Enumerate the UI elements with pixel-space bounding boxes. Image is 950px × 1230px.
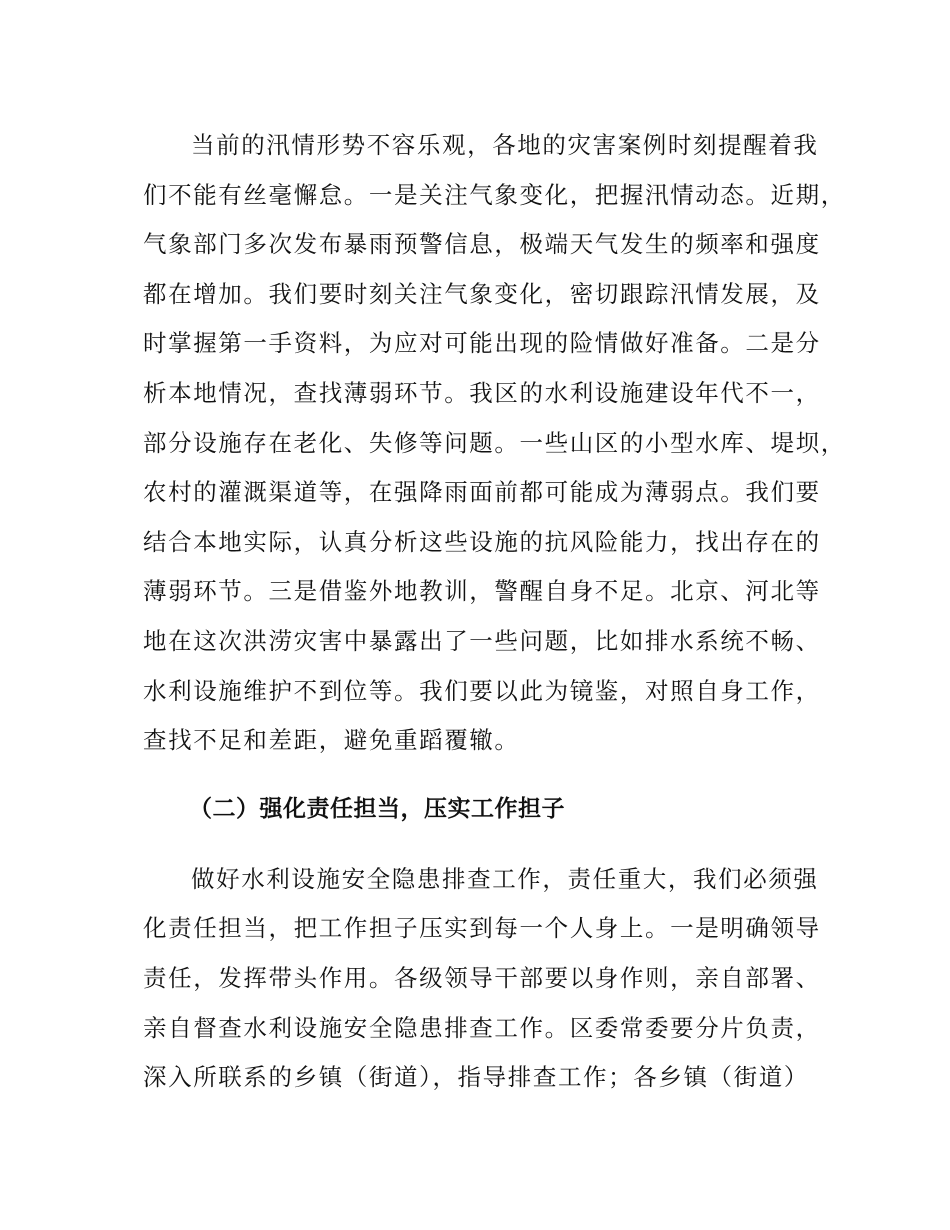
paragraph-line: 做好水利设施安全隐患排查工作，责任重大，我们必须强 <box>191 864 819 893</box>
paragraph-line: 水利设施维护不到位等。我们要以此为镜鉴，对照自身工作， <box>143 676 821 705</box>
paragraph-line: 责任，发挥带头作用。各级领导干部要以身作则，亲自部署、 <box>143 963 821 992</box>
document-body <box>143 121 846 1103</box>
paragraph-line: 部分设施存在老化、失修等问题。一些山区的小型水库、堤坝， <box>143 428 846 457</box>
paragraph-line: 查找不足和差距，避免重蹈覆辙。 <box>143 726 520 755</box>
paragraph-line: 都在增加。我们要时刻关注气象变化，密切跟踪汛情发展，及 <box>143 279 821 308</box>
paragraph-line: 气象部门多次发布暴雨预警信息，极端天气发生的频率和强度 <box>143 230 821 259</box>
paragraph-line: 析本地情况，查找薄弱环节。我区的水利设施建设年代不一， <box>143 378 821 407</box>
paragraph-line: 薄弱环节。三是借鉴外地教训，警醒自身不足。北京、河北等 <box>143 577 821 606</box>
paragraph-responsibility <box>143 855 823 1103</box>
paragraph-line: 农村的灌溉渠道等，在强降雨面前都可能成为薄弱点。我们要 <box>143 478 821 507</box>
paragraph-line: 亲自督查水利设施安全隐患排查工作。区委常委要分片负责， <box>143 1013 821 1042</box>
paragraph-line: 们不能有丝毫懈怠。一是关注气象变化，把握汛情动态。近期， <box>143 180 846 209</box>
paragraph-line: 地在这次洪涝灾害中暴露出了一些问题，比如排水系统不畅、 <box>143 626 821 655</box>
paragraph-line: 深入所联系的乡镇（街道），指导排查工作；各乡镇（街道） <box>143 1063 809 1092</box>
paragraph-line: 当前的汛情形势不容乐观，各地的灾害案例时刻提醒着我 <box>191 131 819 159</box>
paragraph-line: 化责任担当，把工作担子压实到每一个人身上。一是明确领导 <box>143 914 821 943</box>
section-heading: （二）强化责任担当，压实工作担子 <box>189 795 565 822</box>
paragraph-line: 结合本地实际，认真分析这些设施的抗风险能力，找出存在的 <box>143 527 821 556</box>
paragraph-line: 时掌握第一手资料，为应对可能出现的险情做好准备。二是分 <box>143 329 821 358</box>
paragraph-flood-situation <box>143 121 846 766</box>
